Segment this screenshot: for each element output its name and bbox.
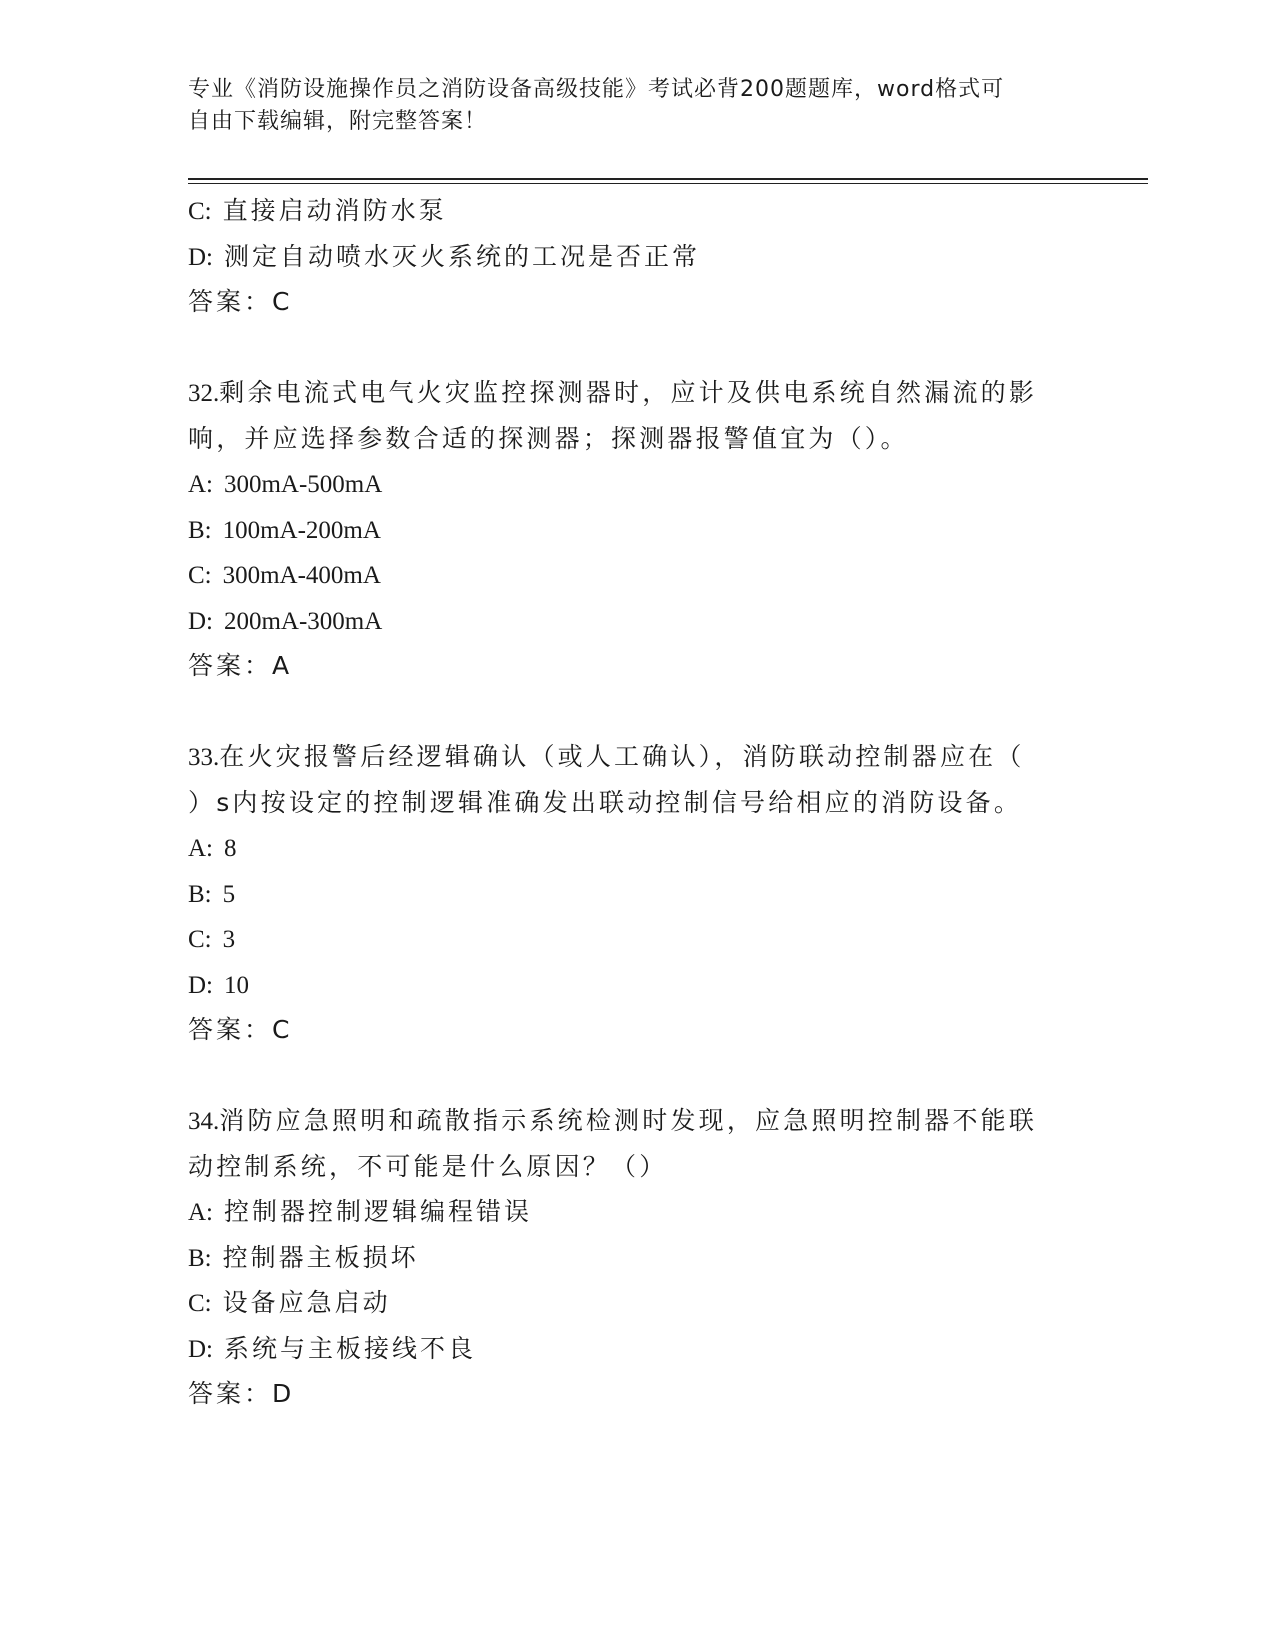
- option-b: B: 5: [188, 880, 236, 908]
- question-stem: 33.在火灾报警后经逻辑确认（或人工确认），消防联动控制器应在（ ）s内按设定的控制逻辑准确发出联动控制信号给相应的消防设备。: [188, 742, 1025, 817]
- answer-line: 答案：A: [188, 651, 293, 680]
- answer-line: 答案：C: [188, 1015, 293, 1044]
- question-number: 34.: [188, 1108, 220, 1135]
- question-34: [188, 1098, 1088, 1417]
- question-body: [188, 188, 1088, 1417]
- option-d: D: 系统与主板接线不良: [188, 1333, 476, 1363]
- question-number: 33.: [188, 744, 220, 771]
- question-31-continued: [188, 188, 1088, 325]
- question-stem: 32.剩余电流式电气火灾监控探测器时，应计及供电系统自然漏流的影 响，并应选择参数合适的探测器；探测器报警值宜为（）。: [188, 378, 1038, 453]
- question-32: [188, 370, 1088, 689]
- answer-line: 答案：C: [188, 287, 293, 316]
- question-number: 32.: [188, 380, 220, 407]
- header-divider: [188, 178, 1148, 184]
- header-line-2: 自由下载编辑，附完整答案！: [188, 109, 488, 134]
- option-a: A: 8: [188, 835, 237, 862]
- option-d: D: 200mA-300mA: [188, 607, 383, 635]
- option-a: A: 300mA-500mA: [188, 471, 383, 498]
- document-header: [188, 74, 1048, 138]
- option-a: A: 控制器控制逻辑编程错误: [188, 1197, 532, 1226]
- option-c: C: 直接启动消防水泵: [188, 196, 447, 225]
- option-b: B: 控制器主板损坏: [188, 1242, 419, 1272]
- question-33: [188, 734, 1088, 1053]
- answer-line: 答案：D: [188, 1379, 295, 1408]
- option-d: D: 测定自动喷水灭火系统的工况是否正常: [188, 241, 700, 271]
- question-stem: 34.消防应急照明和疏散指示系统检测时发现，应急照明控制器不能联 动控制系统，不可能是什么原因？（）: [188, 1106, 1038, 1181]
- option-c: C: 设备应急启动: [188, 1288, 391, 1317]
- option-c: C: 300mA-400mA: [188, 562, 381, 589]
- header-line-1: 专业《消防设施操作员之消防设备高级技能》考试必背200题题库，word格式可: [188, 77, 1005, 102]
- option-d: D: 10: [188, 971, 249, 999]
- option-c: C: 3: [188, 926, 236, 953]
- option-b: B: 100mA-200mA: [188, 516, 381, 544]
